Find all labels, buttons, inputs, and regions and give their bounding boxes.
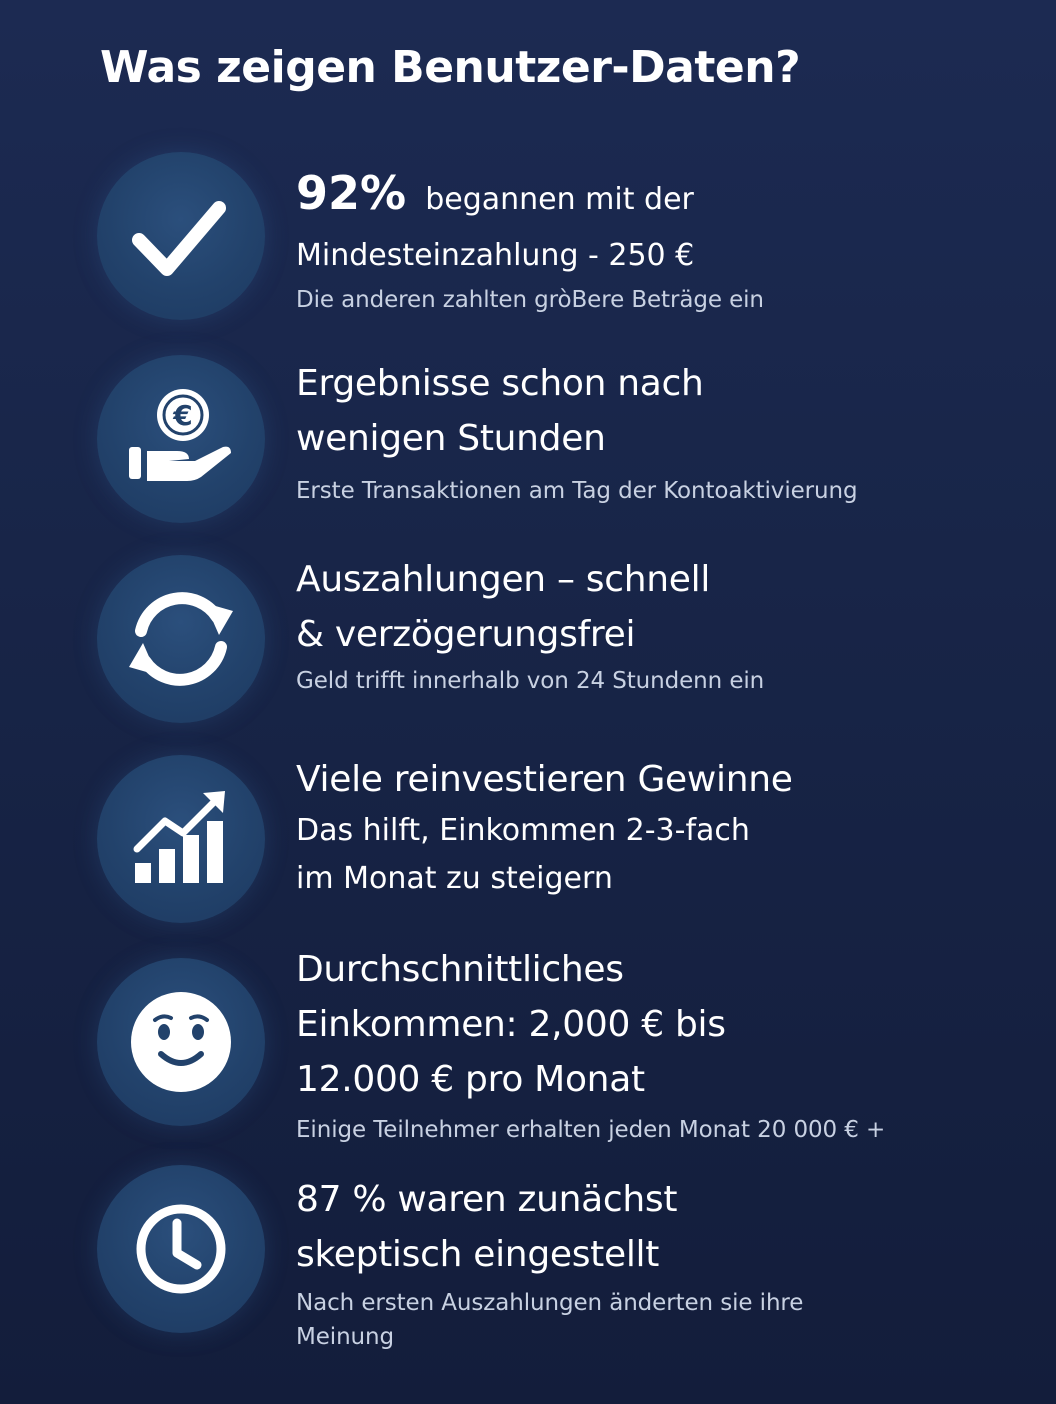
stat-detail-line2: im Monat zu steigern (296, 861, 613, 896)
clock-icon (97, 1165, 265, 1333)
icon-circle (97, 355, 265, 523)
icon-circle (97, 958, 265, 1126)
page-title: Was zeigen Benutzer-Daten? (100, 42, 801, 93)
icon-circle (97, 555, 265, 723)
icon-circle (97, 755, 265, 923)
icon-circle (97, 152, 265, 320)
refresh-arrows-icon (97, 555, 265, 723)
stat-detail-line1: Das hilft, Einkommen 2-3-fach (296, 813, 750, 848)
growth-chart-icon (97, 755, 265, 923)
stat-heading-line1: 87 % waren zunächst (296, 1179, 678, 1220)
stat-heading-line2: Mindesteinzahlung - 250 € (296, 238, 695, 273)
stat-heading-line1: begannen mit der (425, 182, 694, 217)
stat-heading-line2: & verzögerungsfrei (296, 614, 636, 655)
stat-heading-line1: Auszahlungen – schnell (296, 559, 711, 600)
svg-text:€: € (173, 399, 193, 432)
stat-subtext: Einige Teilnehmer erhalten jeden Monat 20 000 € + (296, 1117, 886, 1143)
stat-subtext: Erste Transaktionen am Tag der Kontoaktivierung (296, 478, 858, 504)
stat-subtext: Die anderen zahlten gròBere Beträge ein (296, 287, 764, 313)
stat-subtext-line1: Nach ersten Auszahlungen änderten sie ihre (296, 1290, 804, 1316)
stat-heading-line1: Durchschnittliches (296, 949, 624, 990)
checkmark-icon (97, 152, 265, 320)
stat-subtext-line2: Meinung (296, 1324, 395, 1350)
icon-circle (97, 1165, 265, 1333)
stat-percentage: 92% (296, 166, 407, 220)
smiley-face-icon (97, 958, 265, 1126)
euro-coin-hand-icon (97, 355, 265, 523)
stat-heading-line3: 12.000 € pro Monat (296, 1059, 645, 1100)
stat-heading-line2: Einkommen: 2,000 € bis (296, 1004, 726, 1045)
stat-heading-line1: Ergebnisse schon nach (296, 363, 704, 404)
stat-subtext: Geld trifft innerhalb von 24 Stundenn ein (296, 668, 765, 694)
stat-heading-line2: skeptisch eingestellt (296, 1234, 660, 1275)
stat-heading: Viele reinvestieren Gewinne (296, 759, 793, 800)
stat-heading-line2: wenigen Stunden (296, 418, 606, 459)
